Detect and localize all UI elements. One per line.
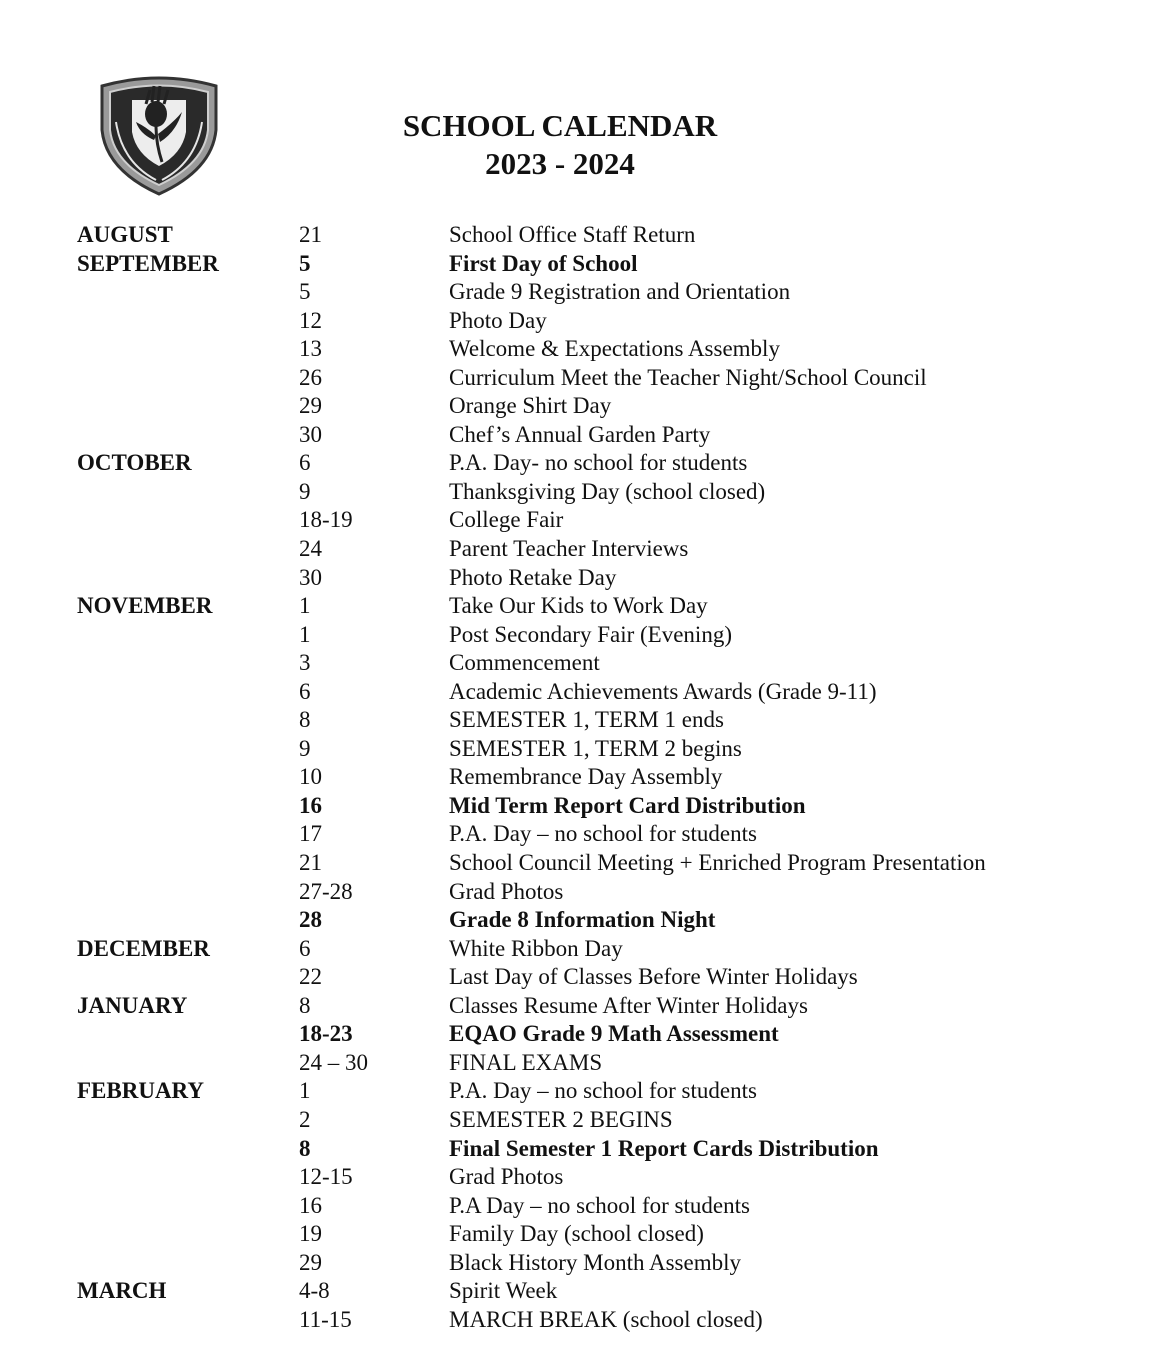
- calendar-date: 11-15: [299, 1306, 352, 1332]
- calendar-event: Last Day of Classes Before Winter Holidays: [449, 964, 858, 990]
- calendar-event: P.A. Day – no school for students: [449, 821, 757, 847]
- calendar-date: 10: [299, 764, 322, 790]
- calendar-date: 8: [299, 707, 311, 733]
- calendar-date: 2: [299, 1106, 311, 1132]
- calendar-event: Black History Month Assembly: [449, 1249, 741, 1275]
- calendar-date: 16: [299, 1192, 322, 1218]
- calendar-event: Grade 9 Registration and Orientation: [449, 279, 791, 305]
- calendar-row: [0, 250, 1161, 279]
- calendar-row: [0, 307, 1161, 336]
- calendar-event: Chef’s Annual Garden Party: [449, 421, 711, 447]
- calendar-row: [0, 1106, 1161, 1135]
- calendar-event: SEMESTER 2 BEGINS: [449, 1106, 673, 1132]
- calendar-date: 28: [299, 907, 322, 933]
- calendar-event: Photo Day: [449, 307, 547, 333]
- calendar-event: Grad Photos: [449, 878, 564, 904]
- calendar-date: 1: [299, 621, 311, 647]
- calendar-row: [0, 820, 1161, 849]
- calendar-date: 13: [299, 336, 322, 362]
- calendar-date: 6: [299, 935, 311, 961]
- calendar-date: 29: [299, 1249, 322, 1275]
- calendar-row: [0, 1077, 1161, 1106]
- calendar-row: [0, 906, 1161, 935]
- calendar-row: [0, 335, 1161, 364]
- calendar-row: [0, 706, 1161, 735]
- calendar-row: [0, 1049, 1161, 1078]
- title-block: [340, 107, 780, 183]
- calendar-event: Take Our Kids to Work Day: [449, 593, 708, 619]
- calendar-row: [0, 1192, 1161, 1221]
- calendar-event: Curriculum Meet the Teacher Night/School Council: [449, 364, 927, 390]
- calendar-row: [0, 1163, 1161, 1192]
- calendar-row: [0, 935, 1161, 964]
- calendar-date: 30: [299, 421, 322, 447]
- calendar-event: Grade 8 Information Night: [449, 907, 716, 933]
- calendar-event: Classes Resume After Winter Holidays: [449, 992, 808, 1018]
- calendar-row: [0, 221, 1161, 250]
- calendar-date: 29: [299, 393, 322, 419]
- calendar-event: First Day of School: [449, 250, 638, 276]
- calendar-date: 19: [299, 1221, 322, 1247]
- calendar-event: School Office Staff Return: [449, 222, 696, 247]
- calendar-date: 6: [299, 450, 311, 476]
- calendar-event: FINAL EXAMS: [449, 1049, 603, 1075]
- calendar-date: 22: [299, 964, 322, 990]
- calendar-event: Family Day (school closed): [449, 1221, 704, 1247]
- calendar-row: [0, 621, 1161, 650]
- calendar-event: Grad Photos: [449, 1164, 564, 1190]
- calendar-row: [0, 792, 1161, 821]
- calendar-date: 3: [299, 650, 311, 676]
- calendar-row: [0, 564, 1161, 593]
- calendar-date: 9: [299, 478, 311, 504]
- calendar-event: Parent Teacher Interviews: [449, 536, 689, 562]
- calendar-date: 21: [299, 222, 322, 247]
- calendar-date: 24 – 30: [299, 1049, 368, 1075]
- calendar-date: 24: [299, 536, 322, 562]
- calendar-row: [0, 1020, 1161, 1049]
- calendar-date: 30: [299, 564, 322, 590]
- calendar-table: [0, 221, 1161, 1334]
- calendar-event: P.A. Day – no school for students: [449, 1078, 757, 1104]
- calendar-date: 4-8: [299, 1278, 330, 1304]
- calendar-row: [0, 992, 1161, 1021]
- calendar-month: OCTOBER: [77, 450, 192, 476]
- calendar-row: [0, 1249, 1161, 1278]
- calendar-date: 5: [299, 279, 311, 305]
- calendar-event: White Ribbon Day: [449, 935, 623, 961]
- calendar-event: Post Secondary Fair (Evening): [449, 621, 732, 647]
- calendar-event: EQAO Grade 9 Math Assessment: [449, 1021, 779, 1047]
- calendar-date: 17: [299, 821, 322, 847]
- calendar-event: Orange Shirt Day: [449, 393, 612, 419]
- calendar-event: P.A. Day- no school for students: [449, 450, 748, 476]
- calendar-event: Photo Retake Day: [449, 564, 617, 590]
- calendar-row: [0, 678, 1161, 707]
- calendar-date: 8: [299, 992, 311, 1018]
- calendar-date: 1: [299, 593, 311, 619]
- calendar-month: FEBRUARY: [77, 1078, 204, 1104]
- calendar-date: 1: [299, 1078, 311, 1104]
- calendar-event: College Fair: [449, 507, 564, 533]
- calendar-event: Remembrance Day Assembly: [449, 764, 723, 790]
- calendar-event: School Council Meeting + Enriched Program Presentation: [449, 850, 986, 876]
- calendar-date: 21: [299, 850, 322, 876]
- calendar-month: AUGUST: [77, 222, 173, 247]
- calendar-date: 27-28: [299, 878, 353, 904]
- calendar-date: 12: [299, 307, 322, 333]
- calendar-date: 6: [299, 678, 311, 704]
- calendar-row: [0, 278, 1161, 307]
- calendar-month: NOVEMBER: [77, 593, 213, 619]
- calendar-row: [0, 449, 1161, 478]
- calendar-row: [0, 1306, 1161, 1335]
- calendar-month: DECEMBER: [77, 935, 210, 961]
- calendar-month: SEPTEMBER: [77, 250, 219, 276]
- calendar-row: [0, 849, 1161, 878]
- page-title: SCHOOL CALENDAR: [402, 108, 718, 143]
- calendar-date: 26: [299, 364, 322, 390]
- calendar-date: 9: [299, 735, 311, 761]
- calendar-row: [0, 535, 1161, 564]
- calendar-event: MARCH BREAK (school closed): [449, 1306, 763, 1332]
- calendar-event: SEMESTER 1, TERM 2 begins: [449, 735, 742, 761]
- calendar-event: Academic Achievements Awards (Grade 9-11): [449, 678, 877, 704]
- calendar-row: [0, 1277, 1161, 1306]
- calendar-month: JANUARY: [77, 992, 188, 1018]
- calendar-event: Final Semester 1 Report Cards Distribution: [449, 1135, 879, 1161]
- calendar-row: [0, 592, 1161, 621]
- calendar-date: 5: [299, 250, 311, 276]
- calendar-date: 18-23: [299, 1021, 353, 1047]
- calendar-row: [0, 1135, 1161, 1164]
- calendar-event: Mid Term Report Card Distribution: [449, 792, 806, 818]
- calendar-row: [0, 421, 1161, 450]
- calendar-row: [0, 735, 1161, 764]
- calendar-row: [0, 478, 1161, 507]
- calendar-event: Spirit Week: [449, 1278, 558, 1304]
- calendar-event: Thanksgiving Day (school closed): [449, 478, 766, 504]
- calendar-row: [0, 392, 1161, 421]
- school-year: 2023 - 2024: [485, 146, 635, 181]
- calendar-row: [0, 963, 1161, 992]
- calendar-month: MARCH: [77, 1278, 167, 1304]
- calendar-event: SEMESTER 1, TERM 1 ends: [449, 707, 724, 733]
- calendar-row: [0, 506, 1161, 535]
- calendar-date: 12-15: [299, 1164, 353, 1190]
- calendar-event: P.A Day – no school for students: [449, 1192, 750, 1218]
- calendar-row: [0, 1220, 1161, 1249]
- calendar-event: Welcome & Expectations Assembly: [449, 336, 780, 362]
- calendar-event: Commencement: [449, 650, 600, 676]
- calendar-row: [0, 763, 1161, 792]
- school-crest-logo: [96, 72, 222, 196]
- calendar-date: 16: [299, 792, 322, 818]
- calendar-row: [0, 649, 1161, 678]
- calendar-row: [0, 878, 1161, 907]
- calendar-row: [0, 364, 1161, 393]
- calendar-date: 18-19: [299, 507, 353, 533]
- calendar-date: 8: [299, 1135, 311, 1161]
